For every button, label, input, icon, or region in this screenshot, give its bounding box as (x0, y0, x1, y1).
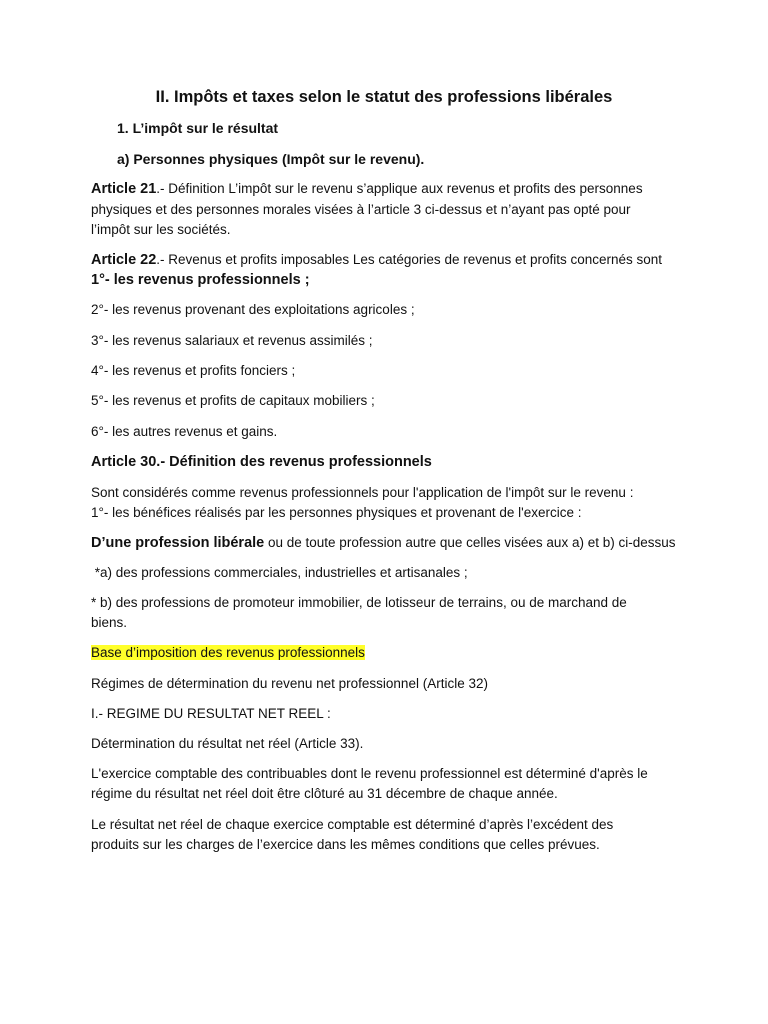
section-heading-1a: a) Personnes physiques (Impôt sur le revenu). (117, 151, 425, 167)
article-22-item-3: 3°- les revenus salariaux et revenus assimilés ; (91, 333, 373, 348)
highlighted-line (91, 643, 728, 663)
article-21-label: Article 21 (91, 181, 157, 197)
article-21-line-1 (91, 179, 728, 199)
article-22-item-2: 2°- les revenus provenant des exploitations agricoles ; (91, 302, 415, 317)
article-21-line-2: physiques et des personnes morales visées à l’article 3 ci-dessus et n’ayant pas opté pour (91, 202, 631, 217)
article-30-line-3-text: ou de toute profession autre que celles visées aux a) et b) ci-dessus (264, 535, 676, 550)
article-30-item-b-line-1: * b) des professions de promoteur immobilier, de lotisseur de terrains, ou de marchand de (91, 595, 627, 610)
article-22-item-5: 5°- les revenus et profits de capitaux mobiliers ; (91, 393, 375, 408)
article-21-text: .- Définition L’impôt sur le revenu s’applique aux revenus et profits des personnes (156, 181, 643, 196)
highlighted-heading: Base d’imposition des revenus professionnels (91, 645, 365, 660)
regime-reel-heading: I.- REGIME DU RESULTAT NET REEL : (91, 706, 331, 721)
article-22-item-4: 4°- les revenus et profits fonciers ; (91, 363, 296, 378)
article-22-text: .- Revenus et profits imposables Les catégories de revenus et profits concernés sont (156, 252, 663, 267)
article-22-line-1 (91, 250, 728, 270)
section-heading-1: 1. L’impôt sur le résultat (117, 120, 279, 136)
page-title: II. Impôts et taxes selon le statut des professions libérales (155, 88, 613, 106)
article-30-item-b-line-2: biens. (91, 615, 128, 630)
determination-paragraph: Détermination du résultat net réel (Article 33). (91, 736, 364, 751)
regimes-paragraph: Régimes de détermination du revenu net professionnel (Article 32) (91, 676, 488, 691)
resultat-line-1: Le résultat net réel de chaque exercice comptable est déterminé d’après l’excédent des (91, 817, 614, 832)
profession-liberale-label: D’une profession libérale (91, 535, 265, 551)
article-22-item-1: 1°- les revenus professionnels ; (91, 272, 310, 288)
article-21-line-3: l’impôt sur les sociétés. (91, 222, 231, 237)
article-30-line-1: Sont considérés comme revenus professionnels pour l'application de l'impôt sur le revenu : (91, 485, 634, 500)
article-30-line-3 (91, 533, 728, 553)
article-30-heading: Article 30.- Définition des revenus professionnels (91, 454, 432, 470)
exercice-line-2: régime du résultat net réel doit être clôturé au 31 décembre de chaque année. (91, 786, 558, 801)
article-30-item-a: *a) des professions commerciales, industrielles et artisanales ; (91, 565, 468, 580)
article-22-item-6: 6°- les autres revenus et gains. (91, 424, 278, 439)
article-30-line-2: 1°- les bénéfices réalisés par les personnes physiques et provenant de l'exercice : (91, 505, 582, 520)
exercice-line-1: L'exercice comptable des contribuables dont le revenu professionnel est déterminé d'après le (91, 766, 648, 781)
article-22-label: Article 22 (91, 252, 157, 268)
resultat-line-2: produits sur les charges de l’exercice dans les mêmes conditions que celles prévues. (91, 837, 600, 852)
